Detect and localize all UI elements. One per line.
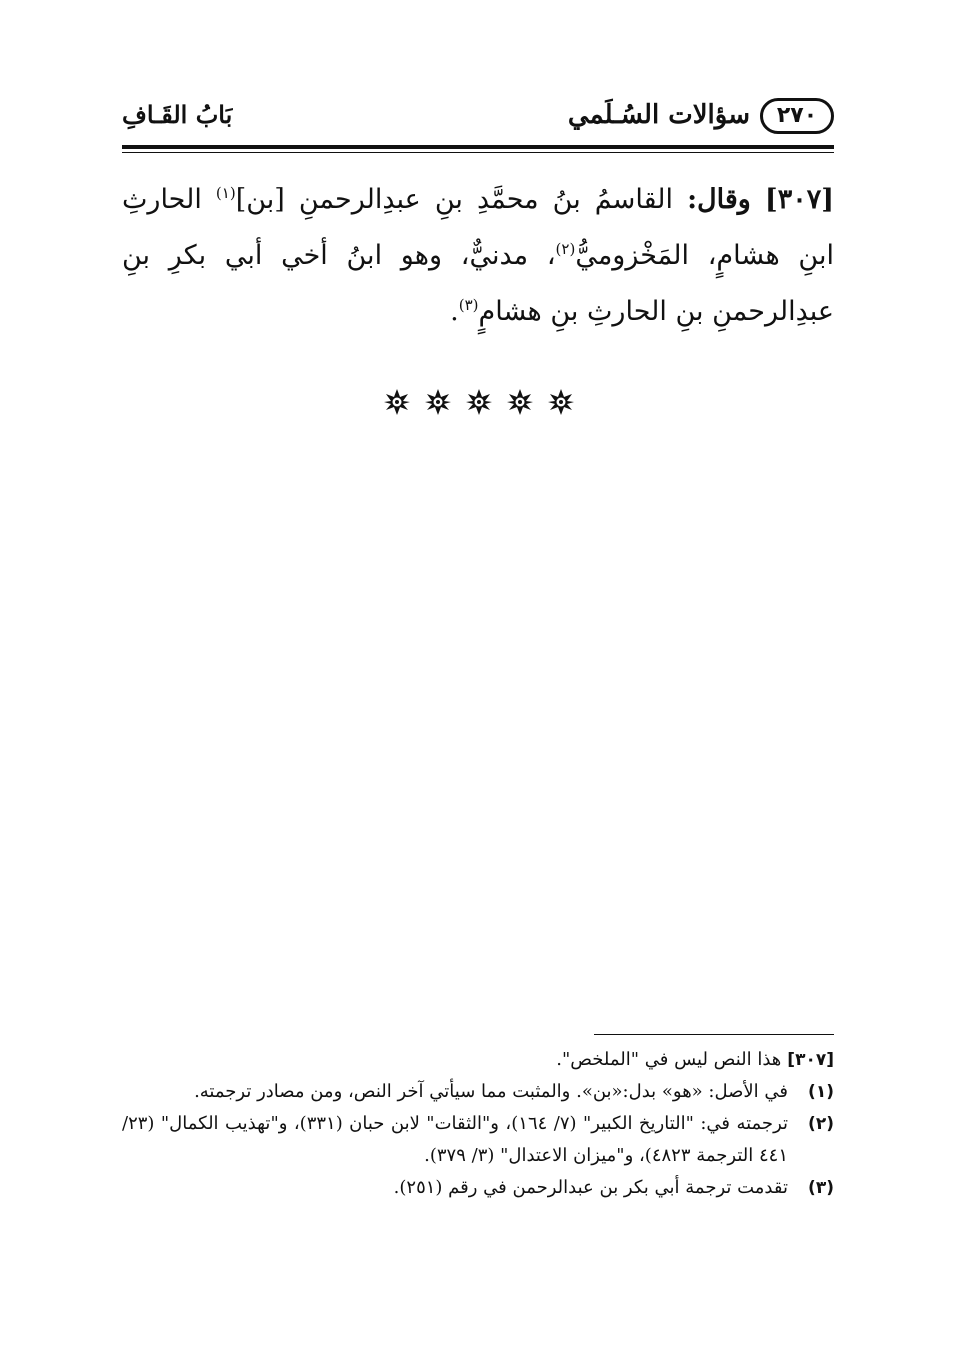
entry-number: [٣٠٧] xyxy=(764,184,834,215)
star-flower-ornament-icon xyxy=(466,389,492,415)
footnotes xyxy=(122,1044,834,1204)
page-number-badge: ٢٧٠ xyxy=(760,98,834,134)
header-rule-thick xyxy=(122,145,834,149)
footnote-text: ترجمته في: "التاريخ الكبير" (٧/ ١٦٤)، و"الثقات" لابن حبان (٣٣١)، و"تهذيب الكمال" (٢٣/ ٤٤١ الترجمة ٤٨٢٣)، و"ميزان الاعتدال" (٣/ ٣٧٩). xyxy=(122,1113,789,1166)
footnote-body xyxy=(122,1044,834,1076)
footnote-separator xyxy=(594,1034,834,1035)
star-flower-ornament-icon xyxy=(384,389,410,415)
footnote-mark-1: (١) xyxy=(215,184,236,202)
star-flower-ornament-icon xyxy=(548,389,574,415)
page-header xyxy=(122,96,834,142)
footnote-3 xyxy=(122,1172,834,1204)
star-flower-ornament-icon xyxy=(425,389,451,415)
footnote-mark-3: (٣) xyxy=(458,296,479,314)
chapter-title: بَابُ القَـافِ xyxy=(122,100,233,129)
star-flower-ornament-icon xyxy=(507,389,533,415)
entry-text xyxy=(122,172,834,340)
footnote-number: (١) xyxy=(808,1082,834,1102)
footnote-1 xyxy=(122,1076,834,1108)
footnote-text: في الأصل: «هو» بدل:«بن». والمثبت مما سيأتي آخر النص، ومن مصادر ترجمته. xyxy=(194,1081,788,1102)
book-title: سؤالات السُـلَمي xyxy=(567,100,750,130)
entry-text-part-2: الحارثِ ابنِ هشامٍ، المَخْزوميُّ xyxy=(122,184,834,271)
footnote-entry-ref: [٣٠٧] xyxy=(787,1050,834,1070)
said-label: وقال: xyxy=(687,184,751,215)
entry-text-part-1: القاسمُ بنُ محمَّدِ بنِ عبدِالرحمنِ [بن] xyxy=(235,184,674,215)
footnote-number: (٢) xyxy=(808,1114,834,1134)
footnote-2 xyxy=(122,1108,834,1172)
footnote-number: (٣) xyxy=(808,1178,834,1198)
footnote-entry-text: هذا النص ليس في "الملخص". xyxy=(556,1049,782,1070)
entry-text-part-3: ، مدنيٌّ، وهو ابنُ أخي أبي بكرِ بنِ عبدِالرحمنِ بنِ الحارثِ بنِ هشامٍ xyxy=(122,240,834,327)
header-rule-thin xyxy=(122,152,834,153)
footnote-text: تقدمت ترجمة أبي بكر بن عبدالرحمن في رقم (٢٥١). xyxy=(393,1177,788,1198)
section-ornaments xyxy=(384,388,574,416)
entry-text-end: . xyxy=(450,296,459,327)
footnote-mark-2: (٢) xyxy=(555,240,576,258)
footnote-entry-note xyxy=(122,1044,834,1076)
